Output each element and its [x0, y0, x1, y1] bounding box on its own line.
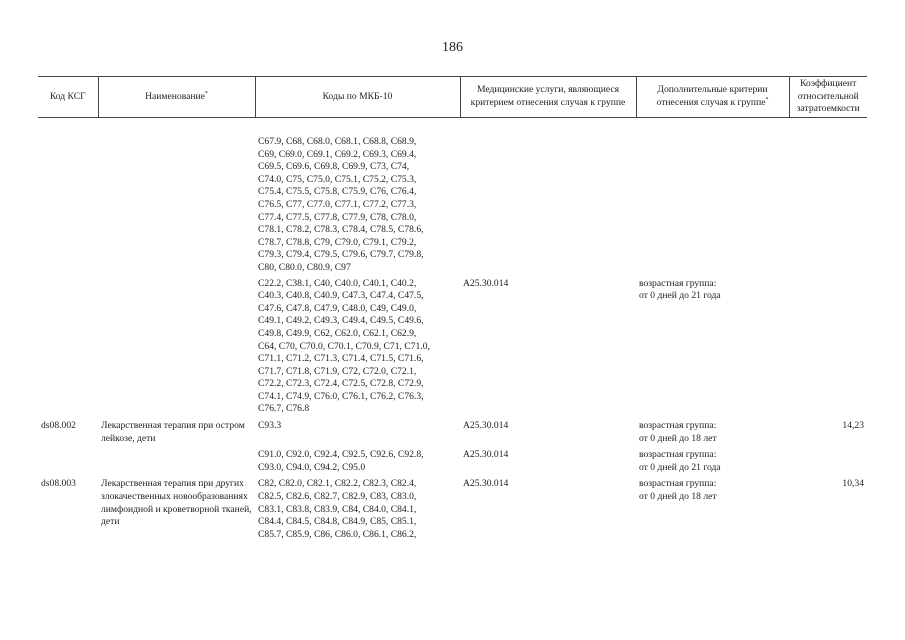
ksg-code: ds08.003 [41, 478, 76, 490]
ksg-name [98, 445, 255, 474]
header-coef: Коэффициент относительной затратоемкости [789, 77, 867, 118]
ksg-code [38, 445, 98, 474]
header-criteria: Дополнительные критерии отнесения случая к группе* [636, 77, 789, 118]
header-services: Медицинские услуги, являющиеся критерием отнесения случая к группе [460, 77, 636, 118]
table-row [38, 445, 867, 474]
coefficient: 14,23 [842, 420, 864, 432]
table-row [38, 474, 867, 541]
ksg-name: Лекарственная терапия при остром лейкозе, дети [101, 420, 245, 444]
header-name: Наименование* [98, 77, 255, 118]
medical-service: A25.30.014 [463, 449, 509, 461]
medical-service [460, 124, 636, 275]
table-header-row [38, 77, 867, 118]
coefficient [789, 275, 867, 417]
coefficient [789, 124, 867, 275]
medical-service: A25.30.014 [463, 478, 509, 490]
ksg-table [38, 76, 867, 541]
table-row [38, 124, 867, 275]
medical-service: A25.30.014 [463, 277, 509, 289]
criteria: возрастная группа: от 0 дней до 18 лет [639, 478, 717, 503]
ksg-name [98, 275, 255, 417]
header-mkb: Коды по МКБ-10 [255, 77, 460, 118]
mkb-codes: C93.3 [258, 420, 282, 432]
coefficient: 10,34 [842, 478, 864, 490]
table-row [38, 416, 867, 445]
criteria: возрастная группа: от 0 дней до 21 года [639, 449, 721, 473]
mkb-codes: C91.0, C92.0, C92.4, C92.5, C92.6, C92.8, C93.0, C94.0, C94.2, C95.0 [258, 449, 424, 473]
page-number: 186 [442, 40, 463, 55]
mkb-codes: C67.9, C68, C68.0, C68.1, C68.8, C68.9, C69, C69.0, C69.1, C69.2, C69.3, C69.4, C69.5, C69.6, C69.8, C69.9, C73, C74, C74.0, C75, C75.0, C75.1, C75.2, C75.3, C75.4, C75.5, C75.8, C75.9, C76, C76.4, C76.5, C77, C77.0, C77.1, C77.2, C77.3, C77.4, C77.5, C77.8, C77.9, C78, C78.0, C78.1, C78.2, C78.3, C78.4, C78.5, C78.6, C78.7, C78.8, C79, C79.0, C79.1, C79.2, C79.3, C79.4, C79.5, C79.6, C79.7, C79.8, C80, C80.0, C80.9, C97 [258, 136, 424, 273]
criteria: возрастная группа: от 0 дней до 21 года [639, 277, 721, 302]
ksg-code [38, 124, 98, 275]
criteria [636, 124, 789, 275]
header-code: Код КСГ [38, 77, 98, 118]
coefficient [789, 445, 867, 474]
medical-service: A25.30.014 [463, 420, 509, 432]
ksg-name: Лекарственная терапия при других злокачественных новообразованиях лимфоидной и кроветворной тканей, дети [101, 478, 252, 528]
ksg-code [38, 275, 98, 417]
ksg-code: ds08.002 [41, 420, 76, 432]
mkb-codes: C82, C82.0, C82.1, C82.2, C82.3, C82.4, C82.5, C82.6, C82.7, C82.9, C83, C83.0, C83.1, C83.8, C83.9, C84, C84.0, C84.1, C84.4, C84.5, C84.8, C84.9, C85, C85.1, C85.7, C85.9, C86, C86.0, C86.1, C86.2, [258, 478, 417, 540]
criteria: возрастная группа: от 0 дней до 18 лет [639, 420, 717, 444]
ksg-name [98, 124, 255, 275]
table-row [38, 275, 867, 417]
mkb-codes: C22.2, C38.1, C40, C40.0, C40.1, C40.2, C40.3, C40.8, C40.9, C47.3, C47.4, C47.5, C47.6, C47.8, C47.9, C48.0, C49, C49.0, C49.1, C49.2, C49.3, C49.4, C49.5, C49.6, C49.8, C49.9, C62, C62.0, C62.1, C62.9, C64, C70, C70.0, C70.1, C70.9, C71, C71.0, C71.1, C71.2, C71.3, C71.4, C71.5, C71.6, C71.7, C71.8, C71.9, C72, C72.0, C72.1, C72.2, C72.3, C72.4, C72.5, C72.8, C72.9, C74.1, C74.9, C76.0, C76.1, C76.2, C76.3, C76.7, C76.8 [258, 277, 430, 415]
